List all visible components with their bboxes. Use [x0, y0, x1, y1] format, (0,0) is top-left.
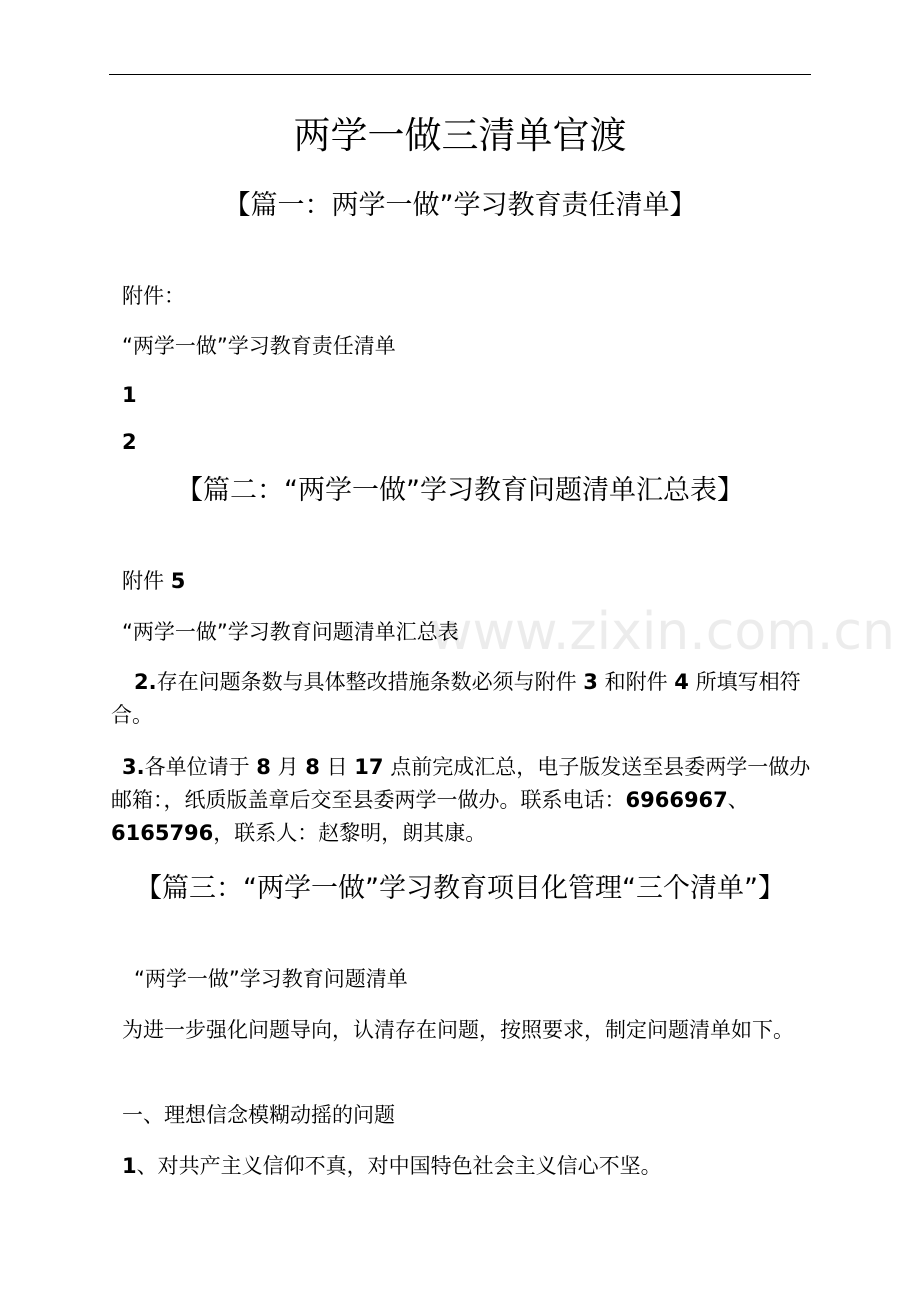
- phone-1: 6966967: [625, 788, 728, 812]
- note2-num-a: 3: [583, 670, 598, 694]
- section3-item-1: [122, 1150, 662, 1182]
- section1-heading: 【篇一：两学一做”学习教育责任清单】: [223, 190, 697, 221]
- section2-note-3: [111, 751, 815, 850]
- watermark-text: www.zixin.com.cn: [430, 602, 895, 662]
- note3-number: 3.: [122, 755, 145, 779]
- note3-month: 8: [256, 755, 271, 779]
- section3-list-title: “两学一做”学习教育问题清单: [134, 967, 408, 991]
- section2-note-2: [111, 666, 815, 732]
- section1-item-1: 1: [122, 383, 137, 407]
- note2-num-b: 4: [674, 670, 689, 694]
- phone-separator: 、: [727, 788, 749, 812]
- note3-text-c: 日: [326, 755, 348, 779]
- phone-2: 6165796: [111, 821, 214, 845]
- note2-text-c: 所填写相符合。: [111, 670, 801, 727]
- note2-text-b: 和附件: [604, 670, 668, 694]
- note3-hour: 17: [354, 755, 384, 779]
- attachment-prefix: 附件: [122, 569, 164, 593]
- section2-heading: 【篇二：“两学一做”学习教育问题清单汇总表】: [176, 475, 744, 506]
- section1-attachment-label: 附件：: [122, 284, 185, 308]
- item1-number: 1: [122, 1154, 137, 1178]
- note2-number: 2.: [134, 670, 157, 694]
- section3-intro: 为进一步强化问题导向，认清存在问题，按照要求，制定问题清单如下。: [122, 1018, 794, 1042]
- note3-day: 8: [305, 755, 320, 779]
- note3-text-b: 月: [277, 755, 299, 779]
- section2-list-title: “两学一做”学习教育问题清单汇总表: [122, 620, 459, 644]
- section3-heading: 【篇三：“两学一做”学习教育项目化管理“三个清单”】: [135, 873, 785, 904]
- note2-text-a: 存在问题条数与具体整改措施条数必须与附件: [156, 670, 577, 694]
- document-title: 两学一做三清单官渡: [293, 114, 627, 157]
- note3-text-e: ，联系人：赵黎明，朗其康。: [213, 821, 487, 845]
- header-rule: [109, 74, 811, 75]
- section1-list-title: “两学一做”学习教育责任清单: [122, 334, 396, 358]
- section3-category-1: 一、理想信念模糊动摇的问题: [122, 1103, 395, 1127]
- note3-text-a: 各单位请于: [144, 755, 250, 779]
- section1-item-2: 2: [122, 430, 137, 454]
- item1-text: 、对共产主义信仰不真，对中国特色社会主义信心不坚。: [136, 1154, 662, 1178]
- section2-attachment-label: [122, 565, 185, 597]
- attachment-number: 5: [170, 569, 186, 593]
- note3-text-d: 点前完成汇总，电子版发送至县委两学一做办邮箱：，纸质版盖章后交至县委两学一做办。联系电话：: [111, 755, 811, 812]
